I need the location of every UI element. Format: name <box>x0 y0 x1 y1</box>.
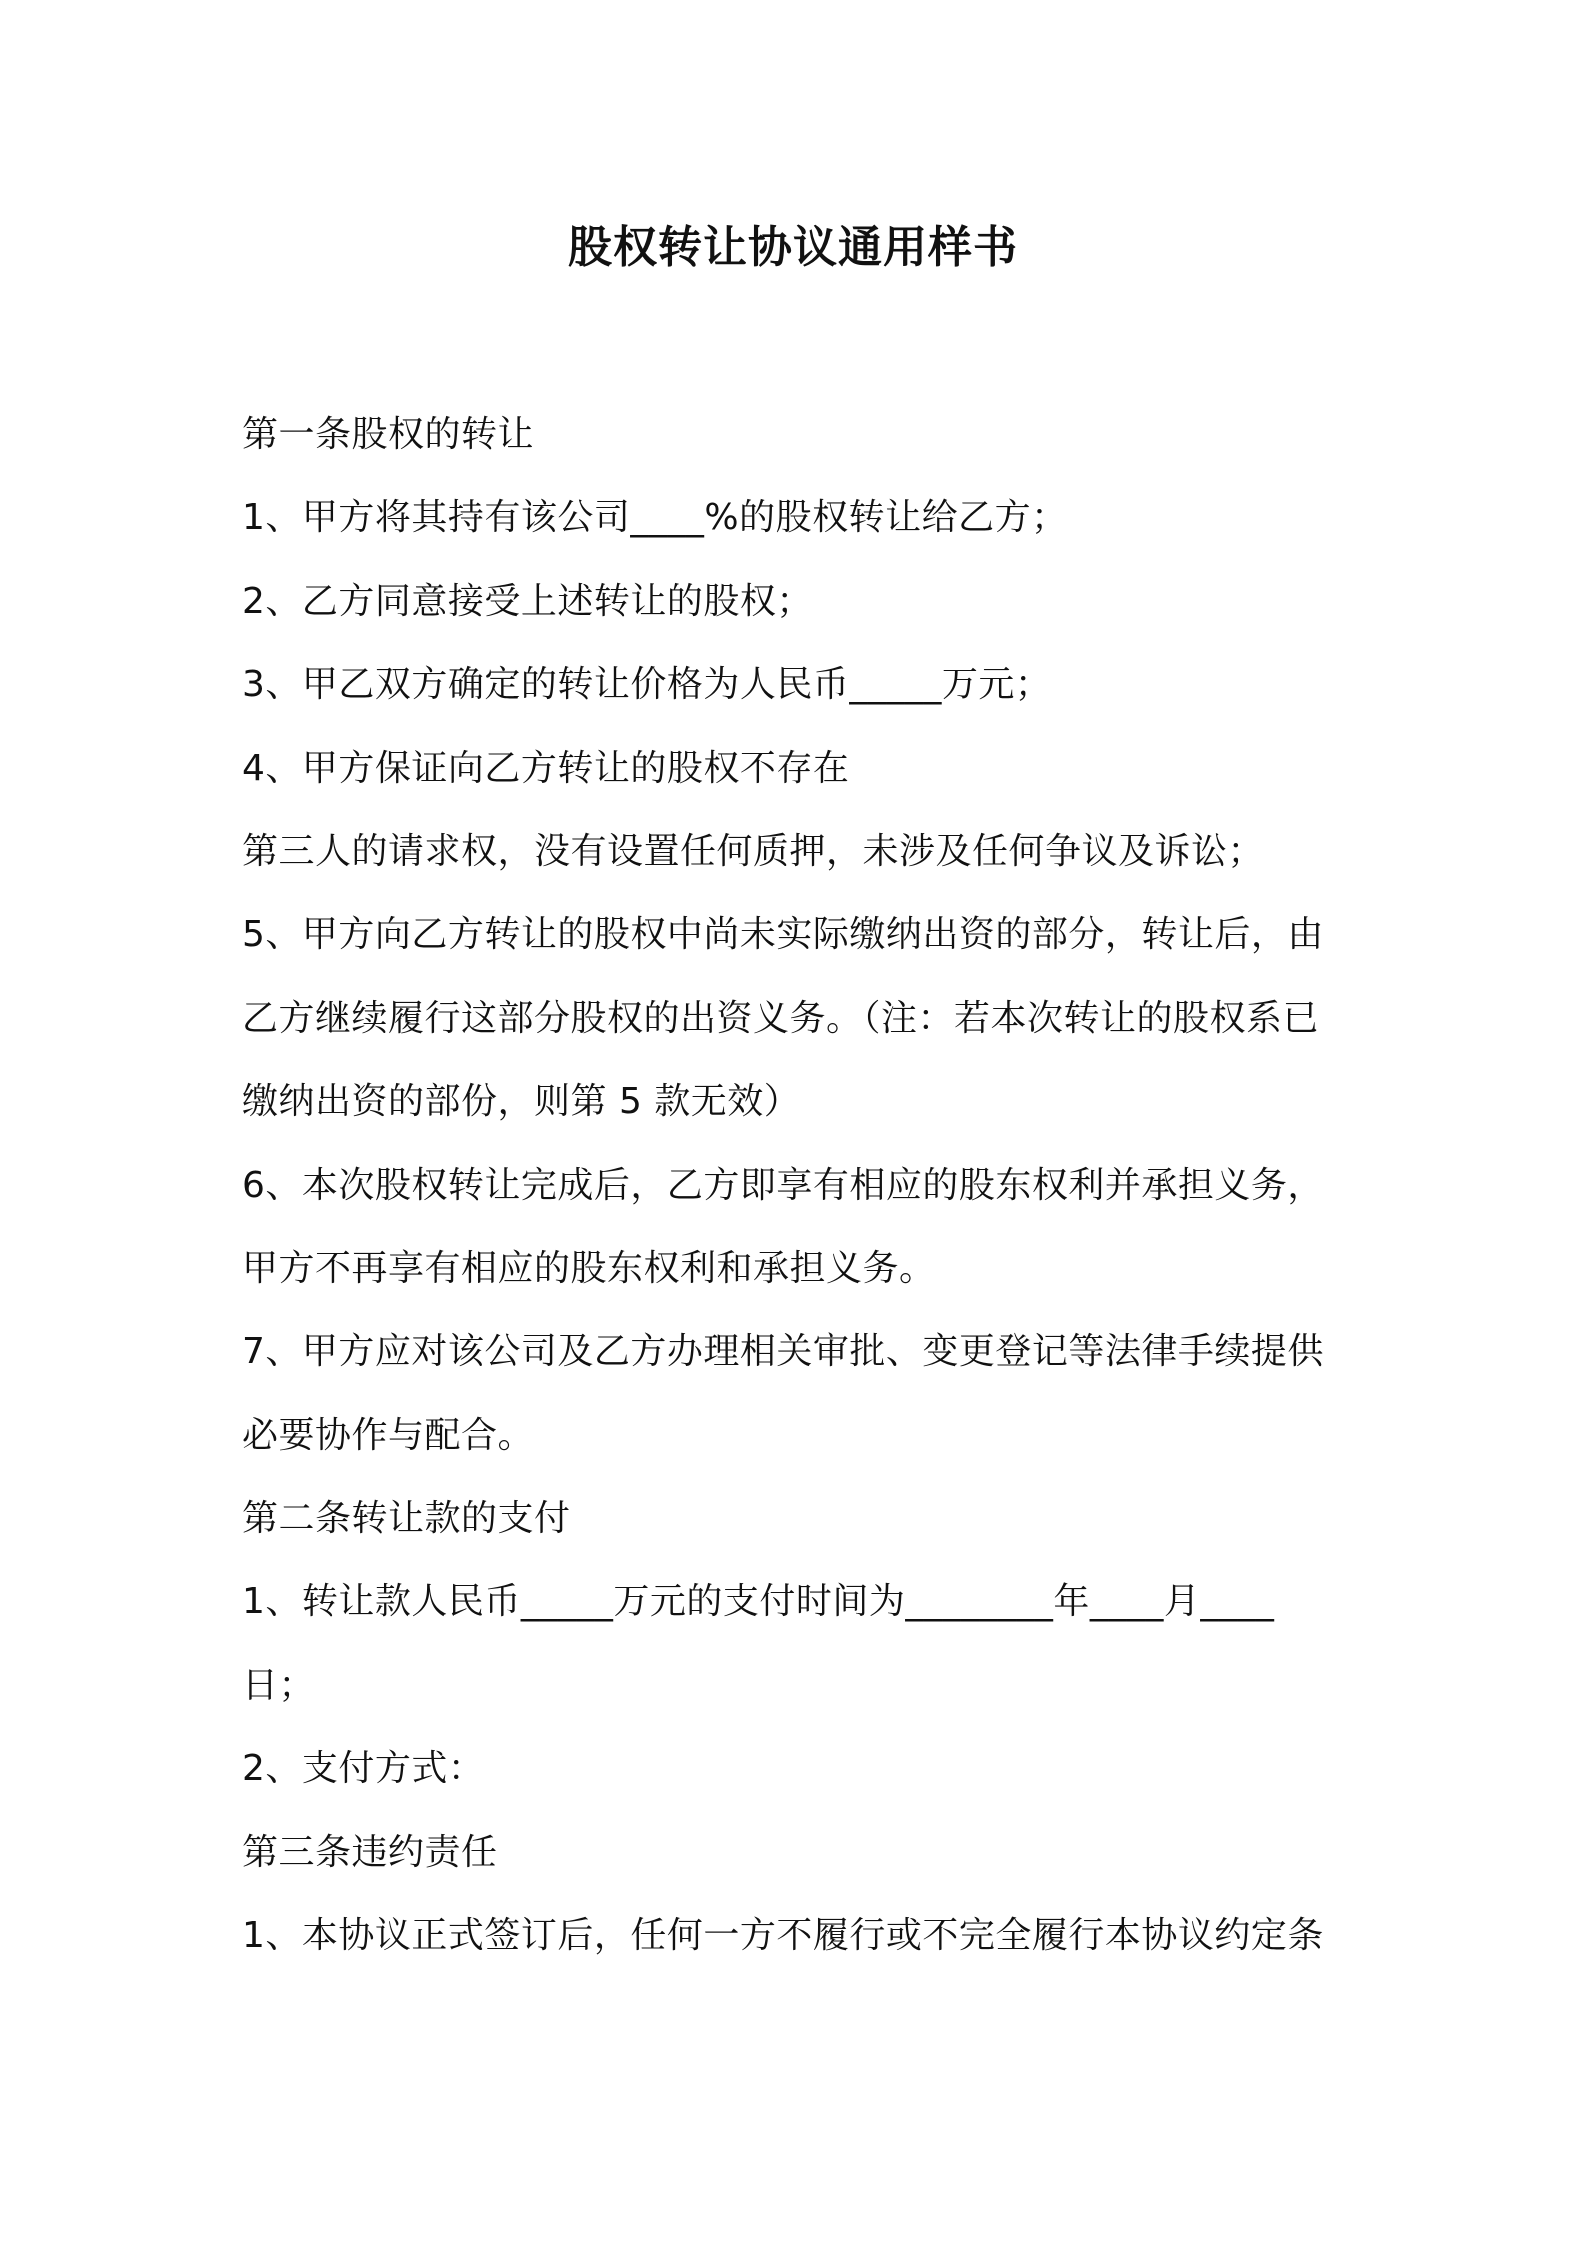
document-title: 股权转让协议通用样书 <box>568 222 1018 273</box>
paragraph-line: 乙方继续履行这部分股权的出资义务。（注：若本次转让的股权系已 <box>242 997 1320 1039</box>
paragraph-line: 2、支付方式： <box>242 1748 485 1790</box>
section-heading-1: 第一条股权的转让 <box>242 414 535 455</box>
section-heading-3: 第三条违约责任 <box>242 1831 498 1873</box>
paragraph-line: 5、甲方向乙方转让的股权中尚未实际缴纳出资的部分，转让后，由 <box>242 914 1324 956</box>
paragraph-line: 缴纳出资的部份，则第 5 款无效） <box>242 1081 801 1123</box>
paragraph-line: 6、本次股权转让完成后，乙方即享有相应的股东权利并承担义务， <box>242 1164 1324 1206</box>
paragraph-line: 1、甲方将其持有该公司____%的股权转让给乙方； <box>242 497 1068 539</box>
paragraph-line: 必要协作与配合。 <box>242 1414 535 1456</box>
paragraph-line: 1、转让款人民币_____万元的支付时间为________年____月____ <box>242 1581 1275 1623</box>
paragraph-line: 1、本协议正式签订后，任何一方不履行或不完全履行本协议约定条 <box>242 1915 1324 1957</box>
document-body <box>242 405 1362 1989</box>
paragraph-line: 4、甲方保证向乙方转让的股权不存在 <box>242 747 850 789</box>
section-heading-2: 第二条转让款的支付 <box>242 1498 571 1540</box>
paragraph-line: 7、甲方应对该公司及乙方办理相关审批、变更登记等法律手续提供 <box>242 1331 1324 1373</box>
paragraph-line: 甲方不再享有相应的股东权利和承担义务。 <box>242 1247 936 1289</box>
paragraph-line: 3、甲乙双方确定的转让价格为人民币_____万元； <box>242 664 1052 706</box>
paragraph-line: 2、乙方同意接受上述转让的股权； <box>242 580 813 622</box>
paragraph-line: 第三人的请求权，没有设置任何质押，未涉及任何争议及诉讼； <box>242 830 1265 872</box>
paragraph-line: 日； <box>242 1664 316 1706</box>
